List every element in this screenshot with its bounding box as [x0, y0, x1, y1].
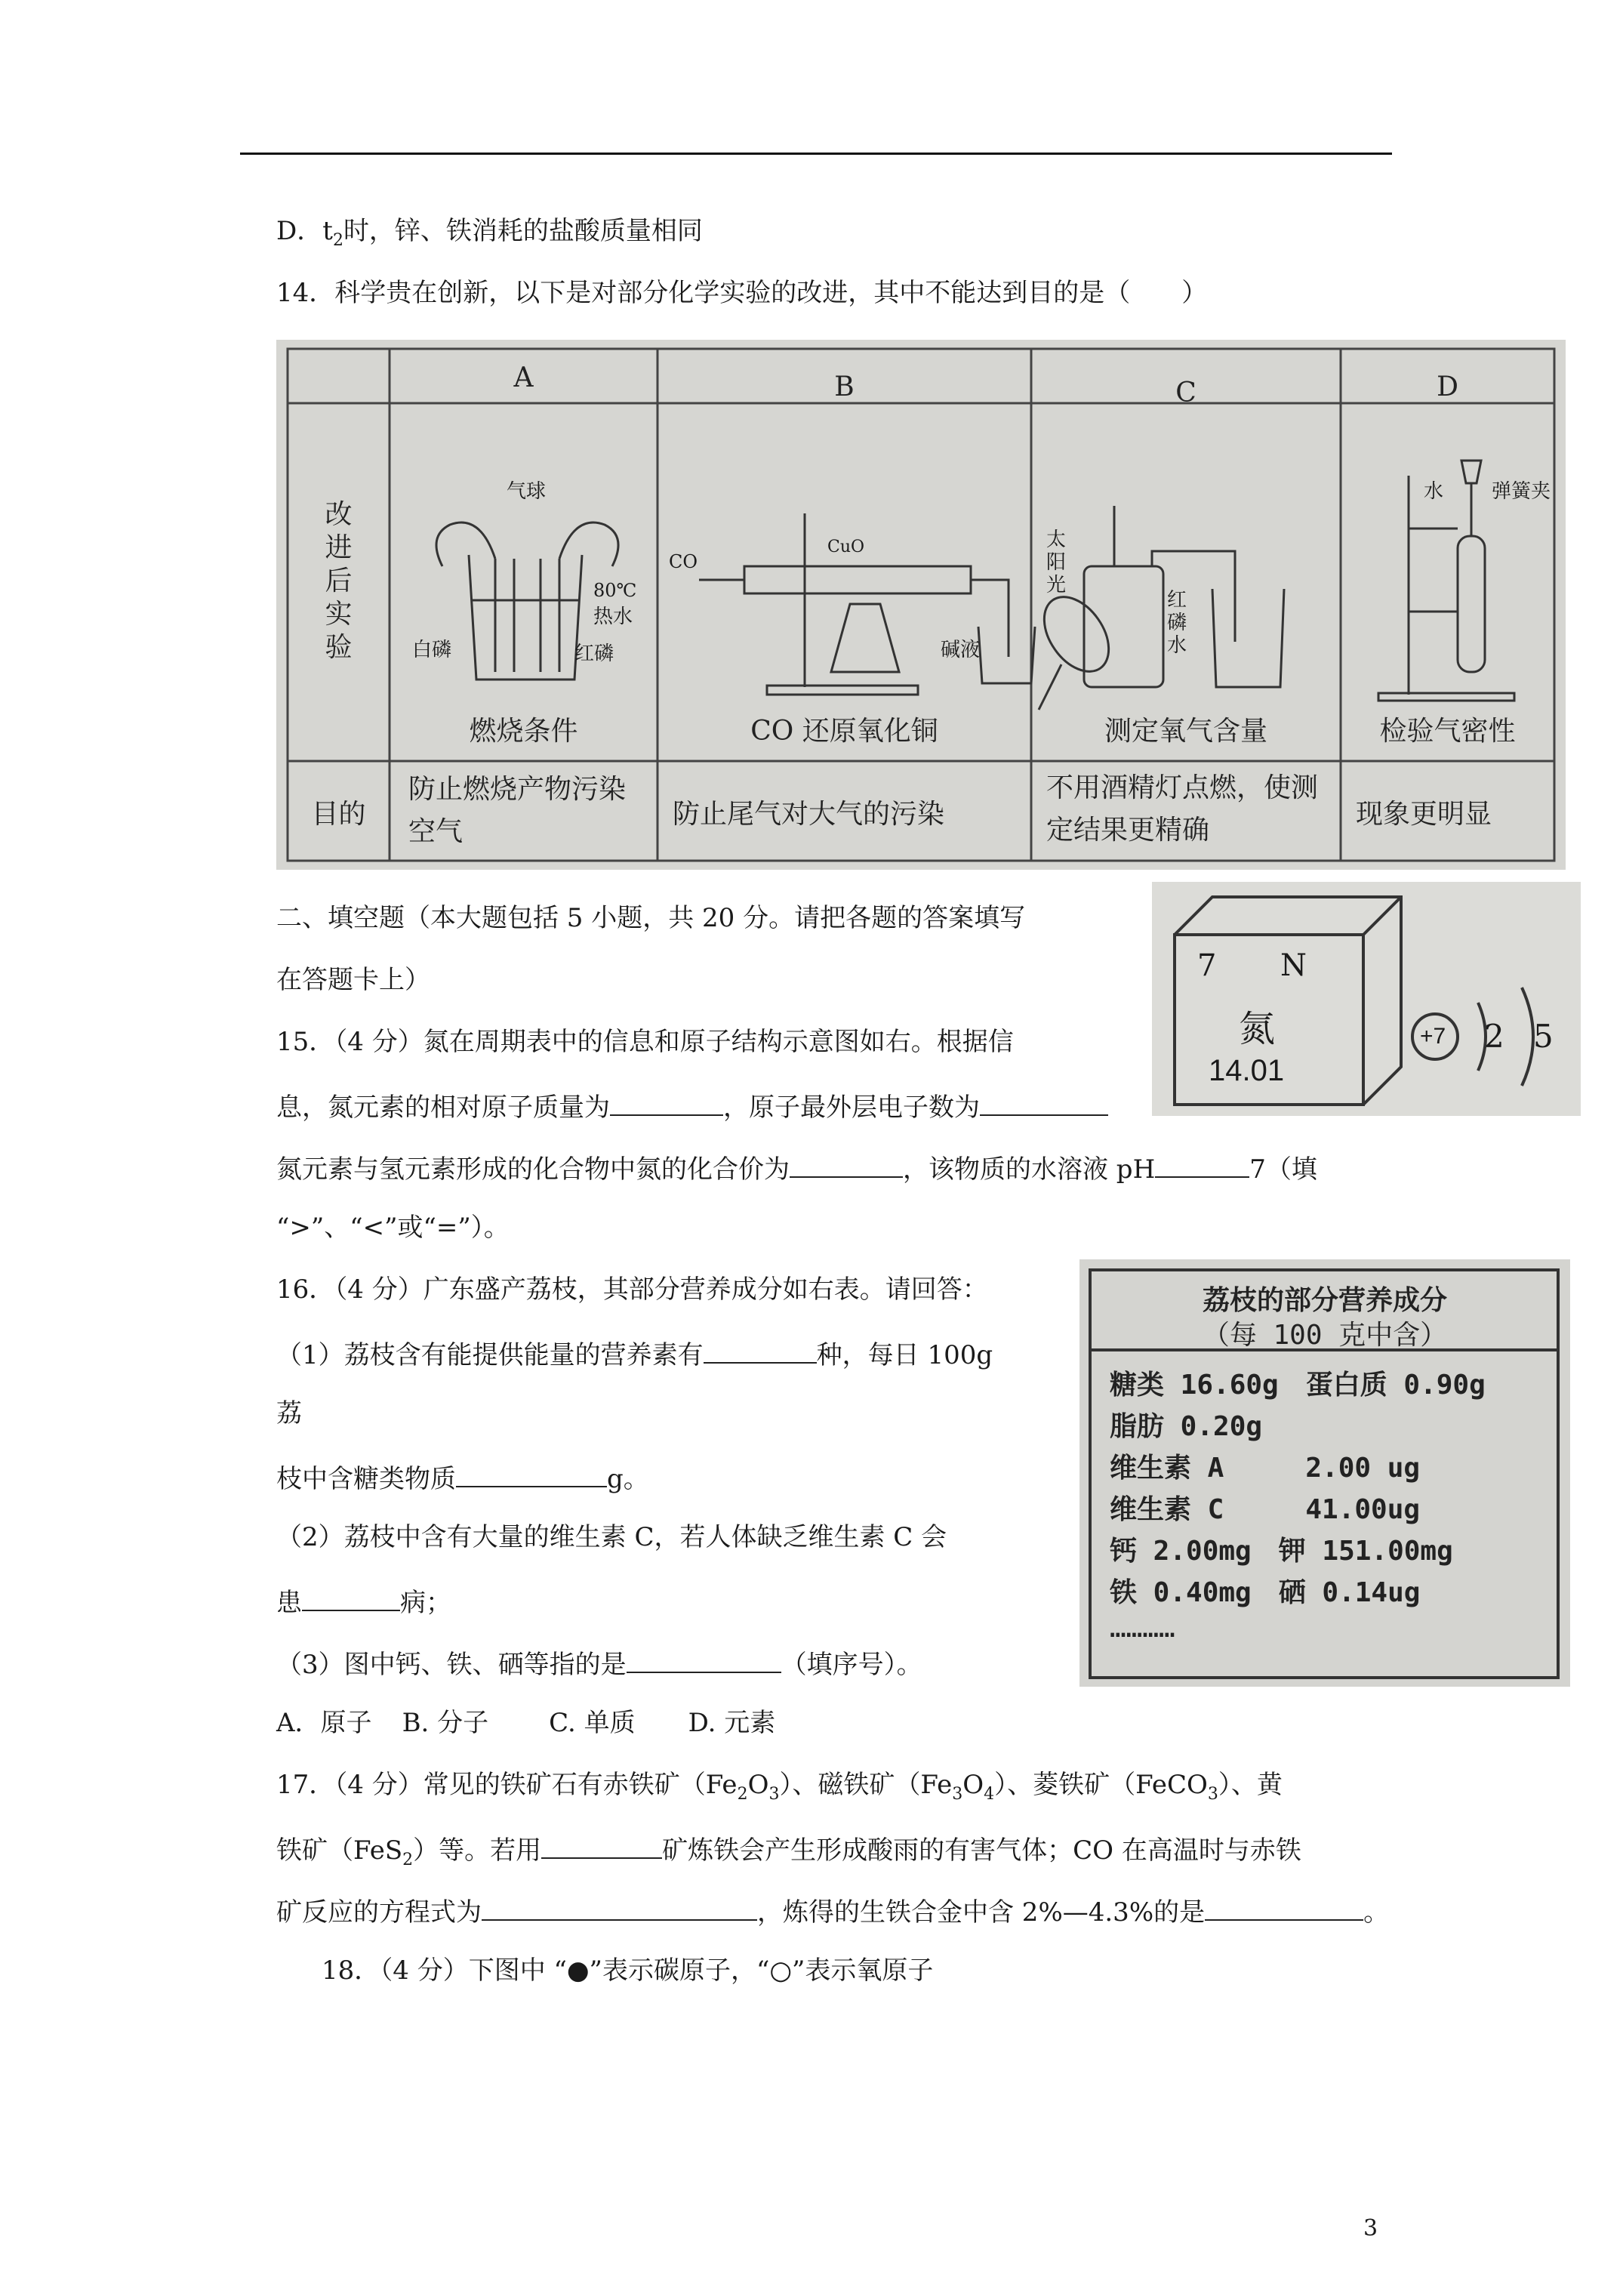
label-80c: 80℃	[593, 580, 637, 601]
caption-b: CO 还原氧化铜	[750, 716, 938, 747]
answer-blank-nutrients[interactable]	[704, 1336, 817, 1364]
question-16-part1: （1）荔枝含有能提供能量的营养素有 种，每日 100g	[276, 1336, 993, 1370]
caption-d: 检验气密性	[1379, 716, 1516, 747]
label-sunlight: 太 阳 光	[1046, 529, 1067, 596]
question-17-line2: 铁矿（FeS$_2$）等。若用 矿炼铁会产生形成酸雨的有害气体；CO 在高温时与赤铁	[276, 1832, 1301, 1875]
nutrition-row: 钙 2.00mg 钾 151.00mg	[1110, 1536, 1453, 1567]
question-16-part1-cont: 枝中含糖类物质 g。	[276, 1460, 649, 1494]
label-red-phosphorus: 红 磷 水	[1167, 589, 1187, 657]
question-15: 15．（4 分）氮在周期表中的信息和原子结构示意图如右。根据信	[276, 1027, 1014, 1057]
label-white-p: 白磷	[412, 639, 452, 661]
col-header-d: D	[1437, 371, 1458, 402]
nucleus-charge: +7	[1420, 1024, 1446, 1049]
option-d-text: D．t	[276, 216, 333, 246]
label-water: 水	[1424, 480, 1444, 503]
element-mass: 14.01	[1209, 1054, 1285, 1087]
answer-blank-equation[interactable]	[482, 1894, 757, 1921]
purpose-b: 防止尾气对大气的污染	[673, 799, 945, 830]
question-15-line3: 氮元素与氢元素形成的化合物中氮的化合价为 ，该物质的水溶液 pH 7（填	[276, 1151, 1317, 1185]
shell-1: 2	[1484, 1018, 1504, 1055]
option-b: B. 分子	[402, 1708, 489, 1738]
caption-c: 测定氧气含量	[1104, 716, 1267, 747]
option-d: D. 元素	[688, 1708, 776, 1738]
purpose-c: 不用酒精灯点燃，使测定结果更精确	[1046, 772, 1319, 846]
question-17: 17．（4 分）常见的铁矿石有赤铁矿$(Fe_2O_3)$、磁铁矿$(Fe_3O_4)$、菱铁矿（FeCO$_3$）、黄	[276, 1770, 1283, 1804]
purpose-a: 防止燃烧产物污染空气	[408, 774, 627, 847]
caption-a: 燃烧条件	[469, 716, 578, 747]
col-header-c: C	[1175, 378, 1196, 408]
option-d-line: D．$t_2$时，锌、铁消耗的盐酸质量相同	[276, 216, 703, 250]
question-15-line2: 息，氮元素的相对原子质量为 ，原子最外层电子数为	[276, 1089, 1108, 1123]
label-balloon: 气球	[507, 480, 547, 503]
option-c: C. 单质	[549, 1708, 636, 1738]
nutrition-row: 铁 0.40mg 硒 0.14ug	[1110, 1577, 1421, 1608]
element-name: 氮	[1239, 1008, 1276, 1050]
element-symbol: N	[1280, 948, 1307, 983]
col-header-b: B	[834, 371, 855, 402]
question-16: 16．（4 分）广东盛产荔枝，其部分营养成分如右表。请回答：	[276, 1274, 988, 1305]
nutrition-subtitle: （每 100 克中含）	[1202, 1320, 1448, 1351]
nutrition-row: 糖类 16.60g 蛋白质 0.90g	[1110, 1370, 1486, 1401]
section-2-heading-cont: 在答题卡上）	[276, 965, 430, 995]
question-16-wrap: 荔	[276, 1398, 302, 1428]
answer-blank-choice[interactable]	[627, 1646, 781, 1673]
experiment-table	[276, 340, 1566, 870]
answer-blank-valence[interactable]	[790, 1151, 903, 1178]
section-2-heading: 二、填空题（本大题包括 5 小题，共 20 分。请把各题的答案填写	[276, 903, 1026, 933]
label-co: CO	[669, 551, 698, 572]
label-red-p: 红磷	[574, 643, 614, 665]
answer-blank-electrons[interactable]	[980, 1089, 1108, 1116]
nutrition-title: 荔枝的部分营养成分	[1202, 1285, 1447, 1316]
option-a: A．原子	[276, 1708, 372, 1738]
question-16-part2: （2）荔枝中含有大量的维生素 C，若人体缺乏维生素 C 会	[276, 1522, 947, 1552]
question-14: 14．科学贵在创新，以下是对部分化学实验的改进，其中不能达到目的是（ ）	[276, 278, 1208, 308]
col-header-a: A	[513, 362, 534, 393]
answer-blank-mass[interactable]	[610, 1089, 723, 1116]
shell-2: 5	[1533, 1018, 1554, 1055]
nutrition-row: …………	[1110, 1613, 1175, 1644]
answer-blank-disease[interactable]	[302, 1584, 400, 1611]
nitrogen-element-figure	[1152, 882, 1581, 1116]
answer-blank-ore[interactable]	[541, 1832, 662, 1859]
page-number: 3	[1363, 2215, 1378, 2242]
nutrition-row: 脂肪 0.20g	[1110, 1411, 1263, 1442]
nutrition-table	[1079, 1259, 1570, 1687]
label-cuo: CuO	[827, 538, 865, 556]
header-rule	[240, 153, 1392, 155]
question-16-options	[276, 1708, 775, 1738]
question-16-part2-cont: 患 病；	[276, 1584, 451, 1618]
nutrition-row: 维生素 A 2.00 ug	[1110, 1453, 1421, 1484]
label-hot-water: 热水	[593, 606, 633, 628]
question-16-part3: （3）图中钙、铁、硒等指的是 （填序号）。	[276, 1646, 922, 1680]
label-alkali: 碱液	[941, 639, 981, 661]
element-number: 7	[1197, 948, 1217, 983]
label-spring-clip: 弹簧夹	[1492, 480, 1551, 503]
question-18: 18．（4 分）下图中 “●”表示碳原子，“○”表示氧原子	[322, 1955, 934, 1986]
answer-blank-sugar[interactable]	[456, 1460, 607, 1487]
nutrition-row: 维生素 C 41.00ug	[1110, 1494, 1421, 1525]
answer-blank-ph[interactable]	[1155, 1151, 1249, 1178]
purpose-label: 目的	[311, 799, 366, 830]
row-label: 改 进 后 实 验	[325, 499, 353, 663]
question-15-line4: “>”、“<”或“=”）。	[276, 1213, 510, 1243]
question-17-line3: 矿反应的方程式为 ，炼得的生铁合金中含 2%—4.3%的是 。	[276, 1894, 1389, 1928]
answer-blank-alloy[interactable]	[1205, 1894, 1363, 1921]
purpose-d: 现象更明显	[1356, 799, 1492, 830]
